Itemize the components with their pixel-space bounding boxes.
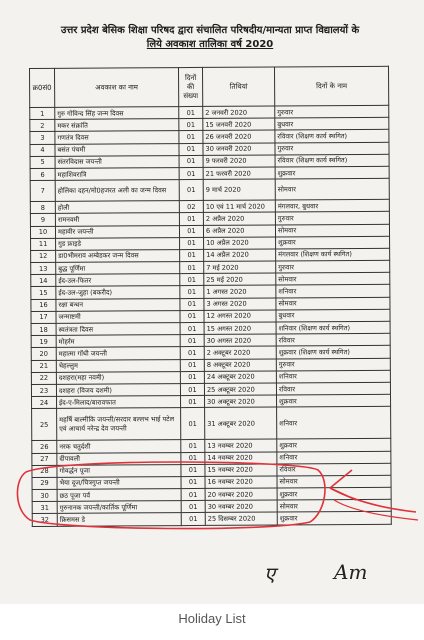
cell-days: 01 bbox=[180, 359, 204, 371]
cell-weekday: शुक्रवार bbox=[275, 166, 389, 179]
cell-holiday-name: महात्मा गॉधी जयन्ती bbox=[56, 347, 180, 360]
cell-date: 12 अगस्त 2020 bbox=[204, 310, 276, 323]
cell-days: 01 bbox=[179, 213, 203, 225]
cell-serial: 17 bbox=[31, 311, 56, 323]
cell-days: 01 bbox=[181, 396, 205, 408]
cell-holiday-name: नरक चतुर्दशी bbox=[57, 440, 181, 453]
cell-date: 25 अक्टूबर 2020 bbox=[204, 383, 276, 396]
cell-serial: 27 bbox=[32, 453, 57, 465]
cell-date: 10 अप्रैल 2020 bbox=[204, 237, 276, 250]
cell-holiday-name: डा0भीमराव अम्बेडकर जन्म दिवस bbox=[56, 249, 180, 262]
cell-holiday-name: महाशिवरात्रि bbox=[55, 168, 179, 181]
cell-days: 01 bbox=[180, 274, 204, 286]
cell-days: 01 bbox=[180, 310, 204, 322]
cell-weekday: सोमवार bbox=[277, 500, 391, 513]
cell-holiday-name: मकर संक्रांति bbox=[55, 119, 179, 132]
cell-holiday-name: होलिका दहन/मो0हजरत अली का जन्म दिवस bbox=[55, 180, 179, 202]
cell-days: 01 bbox=[181, 476, 205, 488]
cell-days: 01 bbox=[180, 261, 204, 273]
cell-holiday-name: ईद-उल-जुहा (बकरीद) bbox=[56, 286, 180, 299]
cell-holiday-name: दशहरा (विजय दशमी) bbox=[56, 384, 180, 397]
cell-date: 14 नवम्बर 2020 bbox=[205, 451, 277, 464]
cell-weekday: गुरुवार bbox=[275, 105, 389, 118]
column-header-serial: क्र0सं0 bbox=[30, 68, 55, 107]
cell-weekday: सोमवार bbox=[276, 273, 390, 286]
cell-holiday-name: रामनवमी bbox=[55, 213, 179, 226]
title-line-2: लिये अवकाश तालिका वर्ष 2020 bbox=[146, 39, 274, 50]
cell-weekday: गुरुवार bbox=[276, 260, 390, 273]
cell-days: 01 bbox=[181, 464, 205, 476]
cell-date: 21 फरवरी 2020 bbox=[203, 167, 275, 180]
cell-serial: 16 bbox=[31, 299, 56, 311]
cell-weekday: शनिवार bbox=[277, 451, 391, 464]
cell-weekday: शनिवार bbox=[276, 285, 390, 298]
cell-days: 02 bbox=[179, 201, 203, 213]
cell-serial: 31 bbox=[32, 502, 57, 514]
cell-days: 01 bbox=[180, 383, 204, 395]
cell-holiday-name: दीपावली bbox=[57, 452, 181, 465]
cell-date: 3 अगस्त 2020 bbox=[204, 298, 276, 311]
cell-serial: 24 bbox=[32, 396, 57, 408]
cell-serial: 1 bbox=[30, 107, 55, 119]
cell-holiday-name: ईद-ए-मिलाद/बारावफात bbox=[57, 396, 181, 409]
cell-date: 14 अप्रैल 2020 bbox=[204, 249, 276, 262]
cell-holiday-name: रक्षा बन्धन bbox=[56, 298, 180, 311]
table-row bbox=[30, 178, 389, 201]
cell-date: 9 मार्च 2020 bbox=[203, 179, 275, 200]
cell-serial: 12 bbox=[31, 250, 56, 262]
cell-weekday: सोमवार bbox=[275, 178, 389, 200]
cell-holiday-name: बुद्ध पूर्णिमा bbox=[56, 262, 180, 275]
cell-holiday-name: गोवर्द्धन पूजा bbox=[57, 464, 181, 477]
cell-weekday: मंगलवार, बुधवार bbox=[275, 199, 389, 212]
cell-weekday: रविवार bbox=[276, 382, 390, 395]
cell-weekday: शनिवार bbox=[276, 370, 390, 383]
cell-date: 15 जनवरी 2020 bbox=[203, 118, 275, 131]
cell-weekday: गुरुवार bbox=[275, 212, 389, 225]
cell-date: 16 नवम्बर 2020 bbox=[205, 476, 277, 489]
cell-days: 01 bbox=[180, 371, 204, 383]
cell-serial: 9 bbox=[30, 214, 55, 226]
cell-serial: 10 bbox=[30, 226, 55, 238]
cell-days: 01 bbox=[181, 501, 205, 513]
cell-date: 25 दिसम्बर 2020 bbox=[205, 512, 277, 525]
cell-date: 30 नवम्बर 2020 bbox=[205, 500, 277, 513]
cell-days: 01 bbox=[181, 513, 205, 525]
cell-holiday-name: गुरु गोविन्द सिंह जन्म दिवस bbox=[55, 107, 179, 120]
cell-serial: 3 bbox=[30, 132, 55, 144]
cell-date: 1 अगस्त 2020 bbox=[204, 285, 276, 298]
cell-serial: 32 bbox=[32, 514, 57, 526]
cell-days: 01 bbox=[181, 440, 205, 452]
cell-date: 30 अक्टूबर 2020 bbox=[205, 395, 277, 408]
cell-days: 01 bbox=[180, 322, 204, 334]
cell-date: 20 नवम्बर 2020 bbox=[205, 488, 277, 501]
cell-date: 26 जनवरी 2020 bbox=[203, 130, 275, 143]
cell-days: 01 bbox=[180, 249, 204, 261]
column-header-days: दिनों की संख्या bbox=[179, 67, 203, 106]
cell-days: 01 bbox=[179, 143, 203, 155]
cell-holiday-name: ईद-उल-फितर bbox=[56, 274, 180, 287]
cell-weekday: रविवार bbox=[277, 463, 391, 476]
cell-holiday-name: चेहल्लुम bbox=[56, 359, 180, 372]
cell-weekday: बुधवार bbox=[275, 117, 389, 130]
cell-holiday-name: संतरविदास जयन्ती bbox=[55, 155, 179, 168]
cell-date: 2 अप्रैल 2020 bbox=[203, 212, 275, 225]
cell-weekday: गुरुवार bbox=[275, 142, 389, 155]
cell-serial: 28 bbox=[32, 465, 57, 477]
cell-serial: 25 bbox=[32, 409, 57, 441]
column-header-date: तिथियां bbox=[202, 67, 274, 106]
cell-serial: 18 bbox=[31, 323, 56, 335]
cell-days: 01 bbox=[180, 347, 204, 359]
cell-holiday-name: गुरुनानक जयन्ती/कार्तिक पूर्णिमा bbox=[57, 501, 181, 514]
cell-days: 01 bbox=[179, 225, 203, 237]
cell-days: 01 bbox=[181, 408, 205, 440]
cell-date: 15 अगस्त 2020 bbox=[204, 322, 276, 335]
column-header-name: अवकाश का नाम bbox=[55, 68, 179, 108]
cell-date: 9 फरवरी 2020 bbox=[203, 155, 275, 168]
cell-date: 30 जनवरी 2020 bbox=[203, 143, 275, 156]
signature-2: Am bbox=[334, 560, 368, 584]
cell-serial: 7 bbox=[30, 180, 55, 201]
cell-holiday-name: महावीर जयन्ती bbox=[55, 225, 179, 238]
cell-days: 01 bbox=[181, 488, 205, 500]
cell-date: 2 अक्टूबर 2020 bbox=[204, 346, 276, 359]
cell-days: 01 bbox=[181, 452, 205, 464]
cell-weekday: शनिवार bbox=[277, 407, 391, 440]
cell-holiday-name: क्रिसमस डे bbox=[57, 513, 181, 526]
cell-holiday-name: गुड फ्राइडे bbox=[56, 237, 180, 250]
document-title bbox=[30, 24, 390, 52]
cell-serial: 11 bbox=[31, 238, 56, 250]
cell-holiday-name: छठ पूजा पर्व bbox=[57, 489, 181, 502]
cell-weekday: शुक्रवार bbox=[277, 487, 391, 500]
cell-holiday-name: जन्माष्टमी bbox=[56, 310, 180, 323]
cell-date: 7 मई 2020 bbox=[204, 261, 276, 274]
cell-serial: 13 bbox=[31, 262, 56, 274]
cell-days: 01 bbox=[179, 106, 203, 118]
cell-holiday-name: स्वतंत्रता दिवस bbox=[56, 323, 180, 336]
cell-weekday: गुरुवार bbox=[276, 358, 390, 371]
cell-date: 15 नवम्बर 2020 bbox=[205, 464, 277, 477]
cell-serial: 20 bbox=[31, 348, 56, 360]
cell-days: 01 bbox=[179, 119, 203, 131]
cell-date: 6 अप्रैल 2020 bbox=[203, 224, 275, 237]
cell-serial: 29 bbox=[32, 477, 57, 489]
cell-date: 10 एवं 11 मार्च 2020 bbox=[203, 200, 275, 213]
cell-date: 8 अक्टूबर 2020 bbox=[204, 359, 276, 372]
cell-date: 13 नवम्बर 2020 bbox=[205, 439, 277, 452]
cell-weekday: मंगलवार (शिक्षण कार्य स्थगित) bbox=[276, 248, 390, 261]
cell-holiday-name: महर्षि बाल्मीकि जयन्ती/सरदार बल्लभ भाई पटेल एवं आचार्य नरेन्द्र देव जयन्ती bbox=[57, 408, 181, 441]
cell-days: 01 bbox=[180, 286, 204, 298]
cell-days: 01 bbox=[180, 298, 204, 310]
cell-serial: 30 bbox=[32, 489, 57, 501]
cell-days: 01 bbox=[180, 237, 204, 249]
cell-serial: 23 bbox=[31, 384, 56, 396]
cell-weekday: सोमवार bbox=[275, 224, 389, 237]
cell-date: 25 मई 2020 bbox=[204, 273, 276, 286]
cell-serial: 14 bbox=[31, 275, 56, 287]
cell-serial: 26 bbox=[32, 441, 57, 453]
cell-date: 30 अगस्त 2020 bbox=[204, 334, 276, 347]
cell-weekday: सोमवार bbox=[277, 475, 391, 488]
cell-days: 01 bbox=[179, 131, 203, 143]
cell-serial: 4 bbox=[30, 144, 55, 156]
table-row bbox=[32, 512, 391, 526]
title-line-1: उत्तर प्रदेश बेसिक शिक्षा परिषद द्वारा संचालित परिषदीय/मान्यता प्राप्त विद्यालयों के bbox=[60, 25, 360, 36]
cell-weekday: शनिवार (शिक्षण कार्य स्थगित) bbox=[276, 321, 390, 334]
table-header-row bbox=[30, 66, 389, 107]
cell-weekday: शुक्रवार bbox=[277, 439, 391, 452]
cell-serial: 5 bbox=[30, 156, 55, 168]
cell-serial: 19 bbox=[31, 336, 56, 348]
signature-1: ए bbox=[264, 562, 276, 586]
cell-serial: 21 bbox=[31, 360, 56, 372]
cell-weekday: शुक्रवार bbox=[277, 394, 391, 407]
cell-weekday: बुधवार bbox=[276, 309, 390, 322]
table-row bbox=[32, 407, 391, 441]
cell-date: 31 अक्टूबर 2020 bbox=[205, 407, 277, 439]
cell-weekday: शुक्रवार (शिक्षण कार्य स्थगित) bbox=[276, 346, 390, 359]
cell-serial: 6 bbox=[30, 168, 55, 180]
cell-holiday-name: गणतंत्र दिवस bbox=[55, 131, 179, 144]
cell-holiday-name: भैया दूज/चित्रगुप्त जयन्ती bbox=[57, 476, 181, 489]
cell-holiday-name: होली bbox=[55, 201, 179, 214]
cell-weekday: रविवार (शिक्षण कार्य स्थगित) bbox=[275, 154, 389, 167]
cell-serial: 15 bbox=[31, 287, 56, 299]
cell-weekday: शुक्रवार bbox=[276, 236, 390, 249]
holiday-table bbox=[29, 66, 392, 527]
cell-serial: 22 bbox=[31, 372, 56, 384]
cell-date: 2 जनवरी 2020 bbox=[203, 106, 275, 119]
cell-holiday-name: दशहरा(महा नवमी) bbox=[56, 371, 180, 384]
image-caption: Holiday List bbox=[178, 611, 246, 626]
cell-holiday-name: मोहर्रम bbox=[56, 335, 180, 348]
cell-days: 01 bbox=[179, 167, 203, 179]
cell-days: 01 bbox=[179, 155, 203, 167]
cell-weekday: सोमवार bbox=[276, 297, 390, 310]
cell-date: 24 अक्टूबर 2020 bbox=[204, 371, 276, 384]
cell-serial: 2 bbox=[30, 120, 55, 132]
cell-serial: 8 bbox=[30, 201, 55, 213]
cell-days: 01 bbox=[180, 335, 204, 347]
cell-weekday: रविवार (शिक्षण कार्य स्थगित) bbox=[275, 130, 389, 143]
column-header-weekday: दिनों के नाम bbox=[274, 66, 388, 106]
cell-holiday-name: बसंत पंचमी bbox=[55, 143, 179, 156]
cell-weekday: शुक्रवार bbox=[277, 512, 391, 525]
cell-weekday: रविवार bbox=[276, 333, 390, 346]
cell-days: 01 bbox=[179, 180, 203, 201]
